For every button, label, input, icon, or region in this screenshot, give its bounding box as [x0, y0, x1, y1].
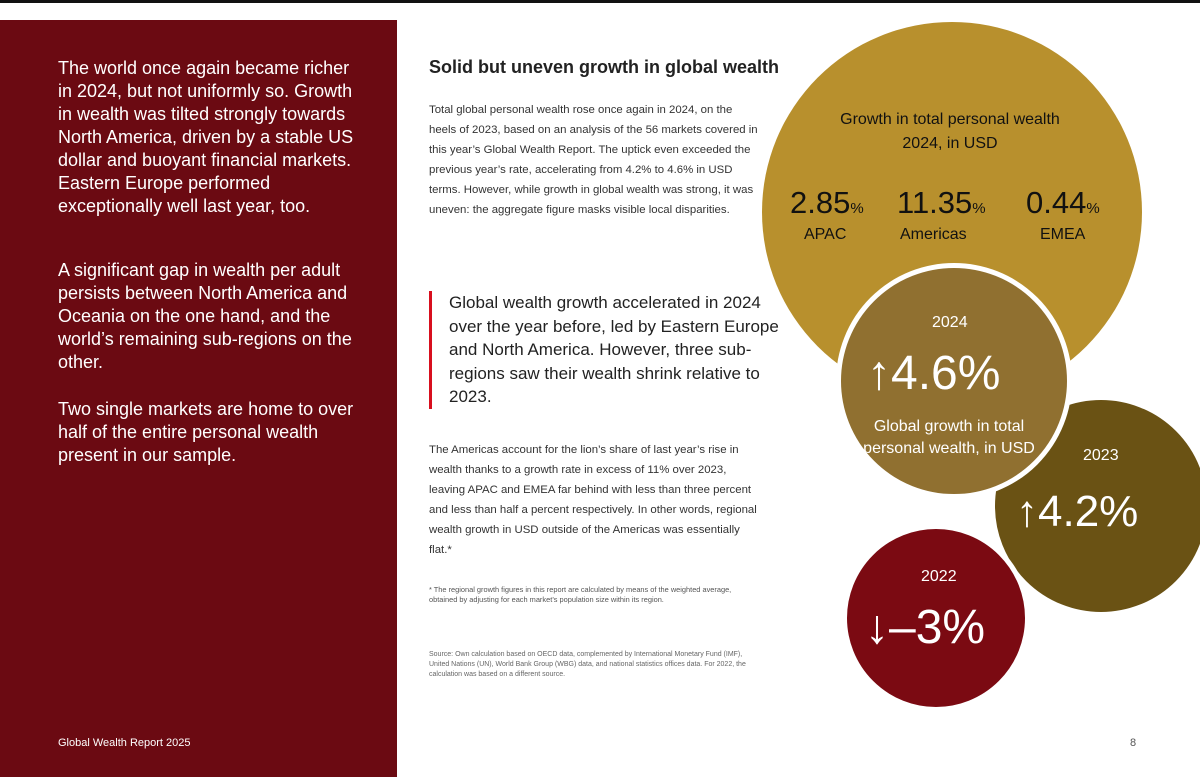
americas-value: 11.35%	[897, 185, 986, 220]
summary-paragraph-1: The world once again became richer in 2024, but not uniformly so. Growth in wealth was tilted strongly towards North America, driven by a stable US dollar and buoyant financial markets. Eastern Europe performed exceptionally well last year, too.	[58, 58, 354, 216]
source-note: Source: Own calculation based on OECD data, complemented by International Monetary Fund (IMF), United Nations (UN), World Bank Group (WBG) data, and national statistics offices data. For 2022, the calculation was based on a different source.	[429, 651, 746, 678]
pull-quote: Global wealth growth accelerated in 2024 over the year before, led by Eastern Europe and North America. However, three sub-regions saw their wealth shrink relative to 2023.	[429, 291, 789, 409]
summary-panel	[0, 20, 397, 777]
section-heading: Solid but uneven growth in global wealth	[429, 57, 779, 77]
arrow-up-icon: ↑	[867, 347, 891, 400]
growth-2022-value: ↓–3%	[865, 601, 986, 654]
apac-value: 2.85%	[790, 185, 864, 220]
intro-paragraph: Total global personal wealth rose once again in 2024, on the heels of 2023, based on an analysis of the 56 markets covered in this year’s Global Wealth Report. The uptick even exceeded the previous year’s rate, accelerating from 4.2% to 4.6% in USD terms. However, while growth in global wealth was strong, it was uneven: the aggregate figure masks visible local disparities.	[429, 104, 758, 216]
top-rule	[0, 0, 1200, 3]
year-2022-label: 2022	[921, 568, 957, 585]
summary-paragraph-3: Two single markets are home to over half of the entire personal wealth present in our sample.	[58, 399, 354, 465]
emea-label: EMEA	[1040, 226, 1086, 243]
summary-paragraph-2: A significant gap in wealth per adult persists between North America and Oceania on the one hand, and the world’s remaining sub-regions on the other.	[58, 260, 352, 372]
report-footer: Global Wealth Report 2025	[58, 737, 191, 749]
emea-value: 0.44%	[1026, 185, 1100, 220]
growth-2024-value: ↑4.6%	[867, 347, 1001, 400]
footnote: * The regional growth figures in this report are calculated by means of the weighted average, obtained by adjusting for each market’s population size within its region.	[429, 585, 732, 604]
arrow-up-icon: ↑	[1016, 487, 1038, 536]
year-2023-label: 2023	[1083, 447, 1119, 464]
growth-2024-caption: Global growth in total personal wealth, in USD	[863, 418, 1035, 457]
year-2024-label: 2024	[932, 314, 968, 331]
apac-label: APAC	[804, 226, 847, 243]
arrow-down-icon: ↓	[865, 601, 889, 654]
page-number: 8	[1130, 737, 1137, 749]
americas-label: Americas	[900, 226, 967, 243]
americas-paragraph: The Americas account for the lion’s share of last year’s rise in wealth thanks to a growth rate in excess of 11% over 2023, leaving APAC and EMEA far behind with less than three percent and less than half a percent respectively. In other words, regional wealth growth in USD outside of the Americas was essentially flat.*	[429, 444, 757, 556]
regional-growth-title: Growth in total personal wealth 2024, in USD	[840, 111, 1060, 152]
growth-2023-value: ↑4.2%	[1016, 487, 1139, 536]
